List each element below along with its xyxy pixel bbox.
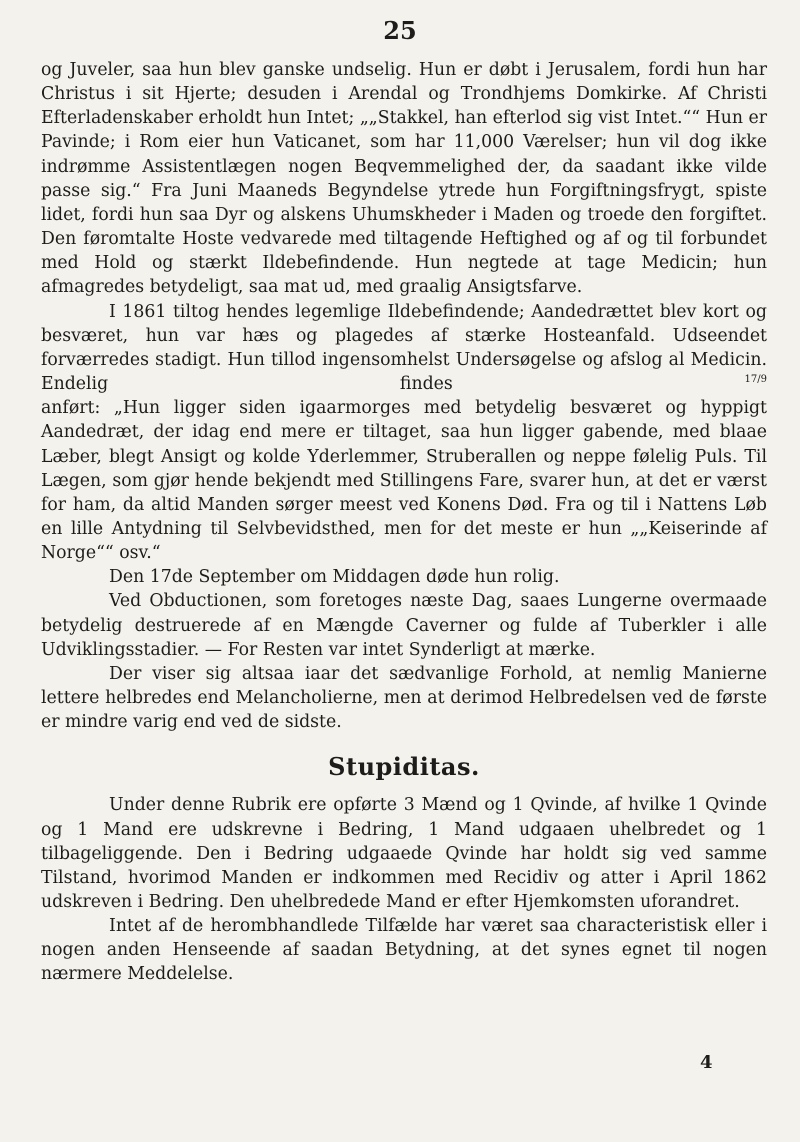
paragraph-final: Intet af de herombhandlede Tilfælde har været saa characteristisk eller i nogen anden Henseende af saadan Betydning, at det synes egnet til nogen nærmere Meddelelse.: [41, 916, 767, 985]
paragraph-death: Den 17de September om Middagen døde hun rolig.: [109, 567, 560, 588]
date-fraction: 17/9: [744, 374, 767, 386]
paragraph-juveler: og Juveler, saa hun blev ganske undselig. Hun er døbt i Jerusalem, fordi hun har Christus i sit Hjerte; desuden i Arendal og Trondhjems Domkirke. Af Christi Efterladenskaber erholdt hun Intet; „„Stakkel, han efterlod sig vist Intet.““ Hun er Pavinde; i Rom eier hun Vaticanet, som har 11,000 Værelser; hun vil dog ikke indrømme Assistentlægen nogen Beqvemmelighed der, da saadant ikke vilde passe sig.“ Fra Juni Maaneds Begyndelse ytrede hun Forgiftningsfrygt, spiste lidet, fordi hun saa Dyr og alskens Uhumskheder i Maden og troede den forgiftet. Den føromtalte Hoste vedvarede med tiltagende Heftighed og af og til forbundet med Hold og stærkt Ildebefindende. Hun negtede at tage Medicin; hun afmagredes betydeligt, saa mat ud, med graalig Ansigtsfarve.: [41, 60, 767, 298]
paragraph-stupiditas: Under denne Rubrik ere opførte 3 Mænd og 1 Qvinde, af hvilke 1 Qvinde og 1 Mand ere udskrevne i Bedring, 1 Mand udgaaen uhelbredet og 1 tilbageliggende. Den i Bedring udgaaede Qvinde har holdt sig ved samme Tilstand, hvorimod Manden er indkommen med Recidiv og atter i April 1862 udskreven i Bedring. Den uhelbredede Mand er efter Hjemkomsten uforandret.: [41, 795, 767, 912]
paragraph-1861: [41, 300, 767, 397]
page-number: 25: [383, 16, 417, 45]
signature-mark: 4: [700, 1052, 713, 1073]
section-title: Stupiditas.: [328, 752, 480, 782]
body-text: [41, 58, 767, 987]
paragraph-conclusion: Der viser sig altsaa iaar det sædvanlige Forhold, at nemlig Manierne lettere helbredes end Melancholierne, men at derimod Helbredelsen ved de første er mindre varig end ved de sidste.: [41, 663, 767, 733]
paragraph-1861-text: I 1861 tiltog hendes legemlige Ildebefindende; Aandedrættet blev kort og besværet, hun var hæs og plagedes af stærke Hosteanfald. Udseendet forværredes stadigt. Hun tillod ingensomhelst Undersøgelse og afslog al Medicin. Endelig findes: [41, 301, 767, 395]
paragraph-obduction: Ved Obductionen, som foretoges næste Dag, saaes Lungerne overmaade betydelig destruerede af en Mængde Caverner og fulde af Tuberkler i alle Udviklingsstadier. — For Resten var intet Synderligt at mærke.: [41, 591, 767, 660]
paragraph-anfort: anført: „Hun ligger siden igaarmorges med betydelig besværet og hyppigt Aandedræt, der idag end mere er tiltaget, saa hun ligger gabende, med blaae Læber, blegt Ansigt og kolde Yderlemmer, Struberallen og neppe følelig Puls. Til Lægen, som gjør hende bekjendt med Stillingens Fare, svarer hun, at det er værst for ham, da altid Manden sørger meest ved Konens Død. Fra og til i Nattens Løb en lille Antydning til Selvbevidsthed, men for det meste er hun „„Keiserinde af Norge““ osv.“: [41, 398, 767, 564]
